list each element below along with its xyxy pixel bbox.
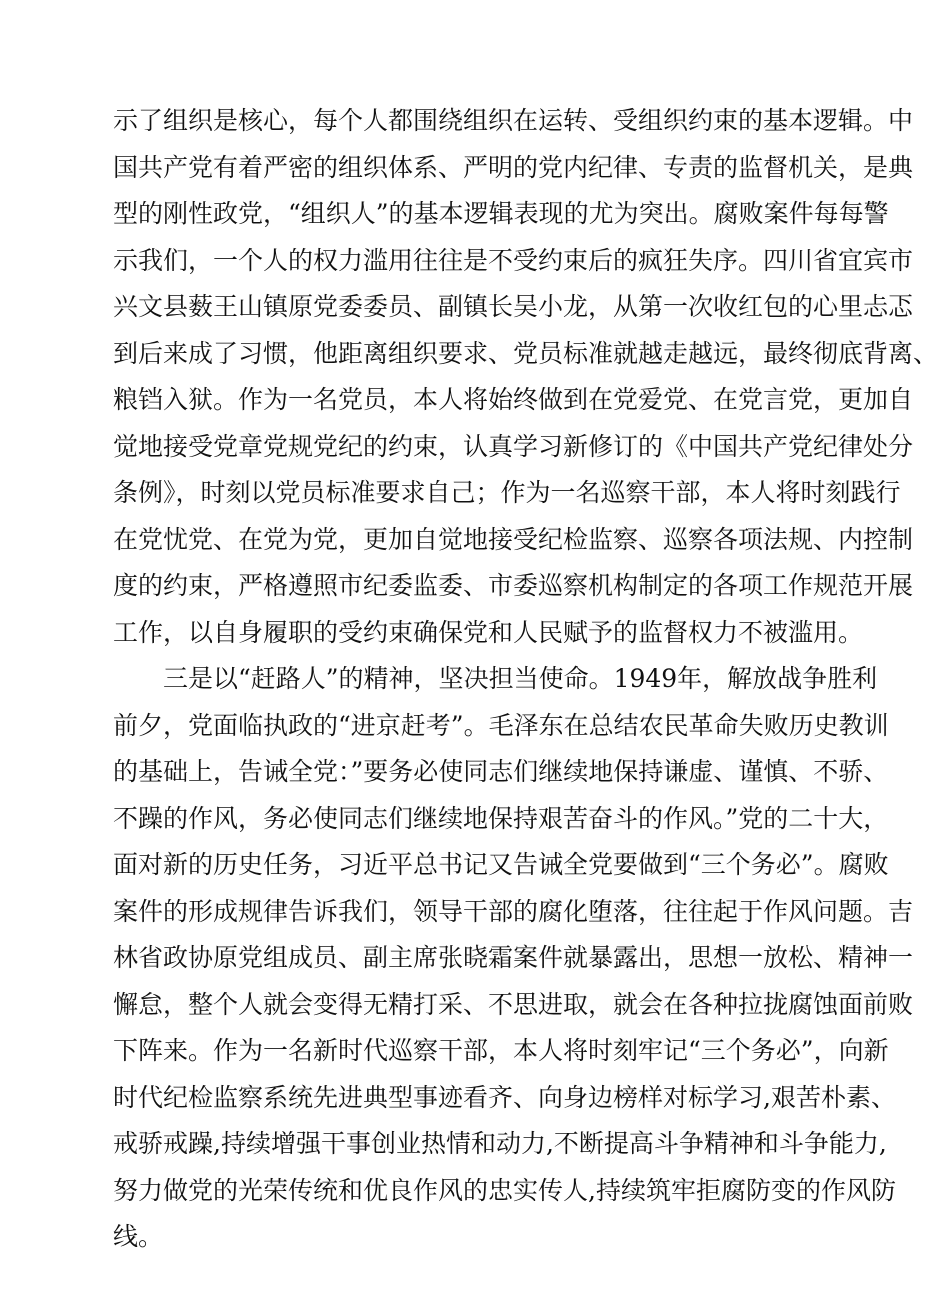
text-line: 在党忧党、在党为党，更加自觉地接受纪检监察、巡察各项法规、内控制 <box>113 524 914 554</box>
text-line: 粮铛入狱。作为一名党员，本人将始终做到在党爱党、在党言党，更加自 <box>113 385 914 414</box>
text-line: 林省政协原党组成员、副主席张晓霜案件就暴露出，思想一放松、精神一 <box>113 943 914 972</box>
text-line: 兴文县薮王山镇原党委委员、副镇长吴小龙，从第一次收红包的心里忐忑 <box>113 292 914 321</box>
text-line: 戒骄戒躁,持续增强干事创业热情和动力,不断提高斗争精神和斗争能力, <box>113 1129 887 1158</box>
text-line: 度的约束，严格遵照市纪委监委、市委巡察机构制定的各项工作规范开展 <box>113 571 914 600</box>
body-text <box>113 98 938 1261</box>
paragraph-organization <box>113 98 938 656</box>
text-line: 时代纪检监察系统先进典型事迹看齐、向身边榜样对标学习,艰苦朴素、 <box>113 1082 896 1112</box>
text-line: 觉地接受党章党规党纪的约束，认真学习新修订的《中国共产党纪律处分 <box>113 431 914 461</box>
text-line: 线。 <box>113 1222 164 1251</box>
text-line: 示我们，一个人的权力滥用往往是不受约束后的疯狂失序。四川省宜宾市 <box>113 245 914 275</box>
text-line: 面对新的历史任务，习近平总书记又告诫全党要做到“三个务必”。腐败 <box>113 850 889 879</box>
text-line: 国共产党有着严密的组织体系、严明的党内纪律、专责的监督机关，是典 <box>113 152 914 182</box>
text-line: 型的刚性政党，“组织人”的基本逻辑表现的尤为突出。腐败案件每每警 <box>113 199 889 228</box>
text-line: 工作，以自身履职的受约束确保党和人民赋予的监督权力不被滥用。 <box>113 617 864 647</box>
text-line: 条例》，时刻以党员标准要求自己；作为一名巡察干部，本人将时刻践行 <box>113 478 901 507</box>
text-line: 不躁的作风，务必使同志们继续地保持艰苦奋斗的作风。”党的二十大， <box>113 803 889 833</box>
text-line: 的基础上，告诫全党：”要务必使同志们继续地保持谦虚、谨慎、不骄、 <box>113 757 889 786</box>
text-line: 到后来成了习惯，他距离组织要求、党员标准就越走越远，最终彻底背离、 <box>113 338 938 368</box>
text-line: 案件的形成规律告诉我们，领导干部的腐化堕落，往往起于作风问题。吉 <box>113 896 914 926</box>
text-line: 下阵来。作为一名新时代巡察干部，本人将时刻牢记“三个务必”，向新 <box>113 1036 889 1065</box>
text-line: 努力做党的光荣传统和优良作风的忠实传人,持续筑牢拒腐防变的作风防 <box>113 1175 896 1205</box>
text-line: 前夕，党面临执政的“进京赶考”。毛泽东在总结农民革命失败历史教训 <box>113 710 889 740</box>
text-line: 示了组织是核心，每个人都围绕组织在运转、受组织约束的基本逻辑。中 <box>113 106 914 135</box>
text-line: 三是以“赶路人”的精神，坚决担当使命。1949年，解放战争胜利 <box>163 664 878 693</box>
paragraph-road-runner <box>113 656 914 1261</box>
text-line: 懈怠，整个人就会变得无精打采、不思进取，就会在各种拉拢腐蚀面前败 <box>113 989 914 1019</box>
